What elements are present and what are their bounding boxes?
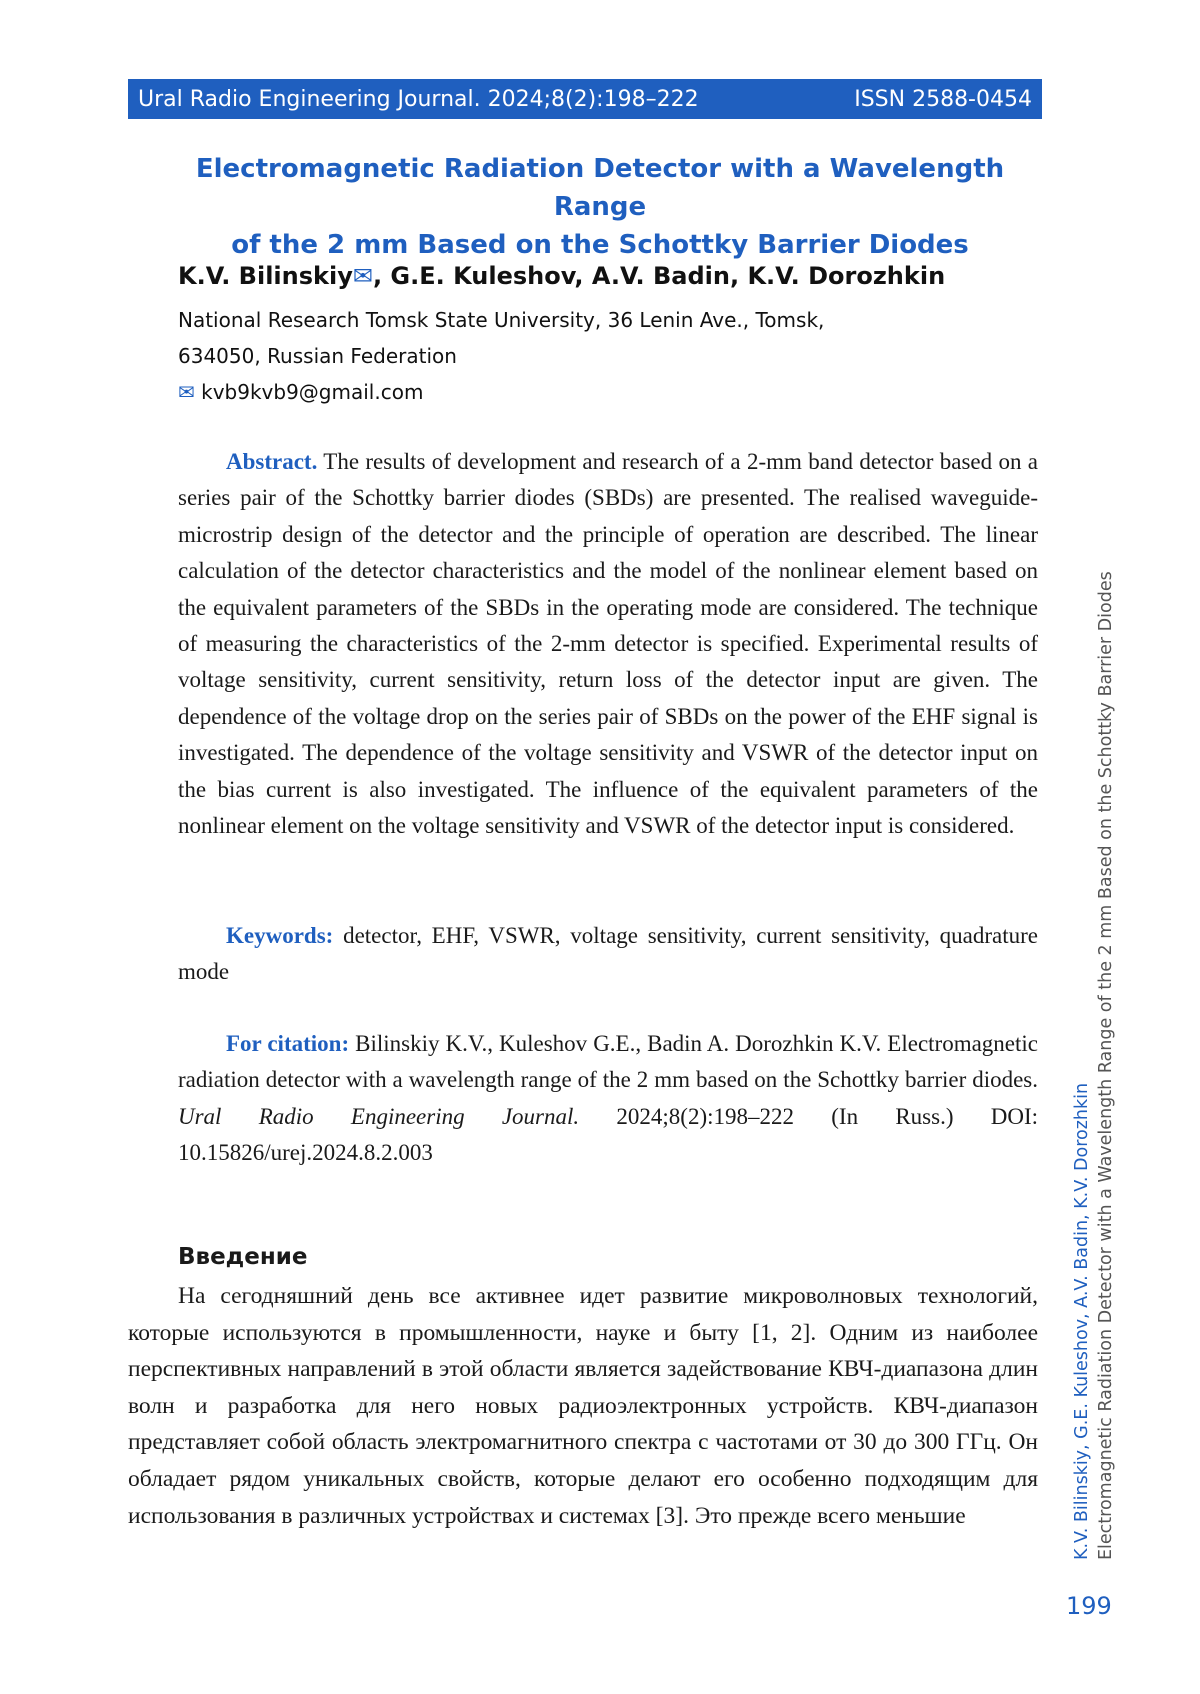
affiliation-line-1: National Research Tomsk State University, 36 Lenin Ave., Tomsk, [178, 308, 825, 332]
abstract-text: The results of development and research of a 2-mm band detector based on a series pair of the Schottky barrier diodes (SBDs) are presented. The realised waveguide-microstrip design of the detector and the principle of operation are described. The linear calculation of the detector characteristics and the model of the nonlinear element based on the equivalent parameters of the SBDs in the operating mode are considered. The technique of measuring the characteristics of the 2-mm detector is specified. Experimental results of voltage sensitivity, current sensitivity, return loss of the detector input are given. The dependence of the voltage drop on the series pair of SBDs on the power of the EHF signal is investigated. The dependence of the voltage sensitivity and VSWR of the detector input on the bias current is also investigated. The influence of the equivalent parameters of the nonlinear element on the voltage sensitivity and VSWR of the detector input is considered. [178, 449, 1038, 839]
journal-citation-header: Ural Radio Engineering Journal. 2024;8(2):198–222 [138, 86, 699, 112]
author-list [178, 262, 1038, 290]
affiliation-block [178, 302, 1038, 410]
citation-text-post: 2024;8(2):198–222 (In Russ.) DOI: 10.15826/urej.2024.8.2.003 [178, 1103, 1039, 1166]
email-line [178, 374, 1038, 410]
mail-icon: ✉ [352, 262, 373, 290]
intro-paragraph: На сегодняшний день все активнее идет развитие микроволновых технологий, которые используются в промышленности, науке и быту [1, 2]. Одним из наиболее перспективных направлений в этой области является задействование КВЧ-диапазона длин волн и разработка для него новых радиоэлектронных устройств. КВЧ-диапазон представляет собой область электромагнитного спектра с частотами от 30 до 300 ГГц. Он обладает рядом уникальных свойств, которые делают его особенно подходящим для использования в различных устройствах и системах [3]. Это прежде всего меньшие [128, 1283, 1038, 1529]
side-title: Electromagnetic Radiation Detector with a Wavelength Range of the 2 mm Based on the Schottky Barrier Diodes [1096, 571, 1116, 1560]
keywords-label: Keywords: [226, 923, 334, 948]
citation-journal: Ural Radio Engineering Journal. [178, 1103, 580, 1129]
article-title [150, 150, 1050, 264]
email-mail-icon: ✉ [178, 380, 195, 404]
affiliation-line-2: 634050, Russian Federation [178, 344, 457, 368]
keywords-text: detector, EHF, VSWR, voltage sensitivity, current sensitivity, quadrature mode [178, 923, 1038, 985]
email-link[interactable]: kvb9kvb9@gmail.com [201, 380, 424, 404]
citation-label: For citation: [226, 1031, 350, 1056]
intro-body [128, 1278, 1038, 1534]
journal-header-bar [128, 79, 1042, 119]
page-number: 199 [1066, 1592, 1112, 1620]
keywords-block [178, 918, 1038, 991]
abstract-block [178, 444, 1038, 844]
side-authors: K.V. Bilinskiy, G.E. Kuleshov, A.V. Badin, K.V. Dorozhkin [1072, 1082, 1092, 1560]
intro-heading: Введение [178, 1244, 308, 1270]
title-line-1: Electromagnetic Radiation Detector with a Wavelength Range [195, 154, 1005, 222]
issn-label: ISSN 2588-0454 [854, 86, 1032, 112]
title-line-2: of the 2 mm Based on the Schottky Barrier Diodes [231, 230, 969, 260]
side-running-header [1070, 571, 1118, 1560]
citation-text-pre: Bilinskiy K.V., Kuleshov G.E., Badin A. Dorozhkin K.V. Electromagnetic radiation detector with a wavelength range of the 2 mm based on the Schottky barrier diodes. [178, 1031, 1039, 1093]
abstract-label: Abstract. [226, 449, 318, 474]
citation-block [178, 1026, 1038, 1172]
corresponding-author: K.V. Bilinskiy [178, 262, 353, 290]
coauthors: , G.E. Kuleshov, A.V. Badin, K.V. Dorozhkin [372, 262, 946, 290]
